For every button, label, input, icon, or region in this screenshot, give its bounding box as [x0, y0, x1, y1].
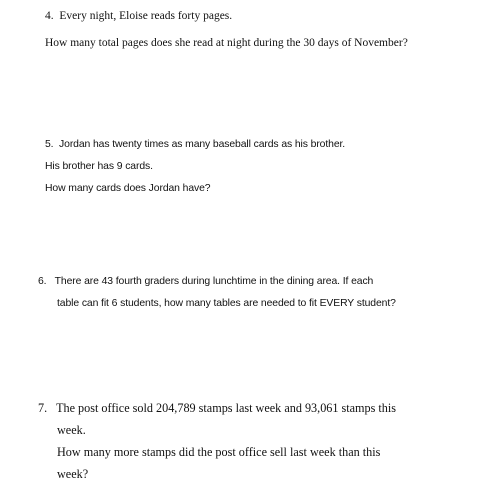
- question-5-line-1: [45, 138, 345, 152]
- question-7-line-2: [57, 423, 86, 437]
- question-4-line-1: [45, 9, 232, 23]
- question-5-text-2: His brother has 9 cards.: [45, 161, 153, 172]
- question-7-text-2: week.: [57, 423, 86, 437]
- question-4-text-1: Every night, Eloise reads forty pages.: [59, 10, 233, 22]
- question-7-line-1: [38, 401, 396, 415]
- question-7-line-3: [57, 445, 380, 459]
- question-6-line-2: [57, 297, 396, 311]
- question-6-number: 6.: [38, 276, 47, 287]
- question-5-text-3: How many cards does Jordan have?: [45, 183, 211, 194]
- question-6-text-1: There are 43 fourth graders during lunchtime in the dining area. If each: [54, 276, 374, 287]
- question-6-text-2: table can fit 6 students, how many tables are needed to fit EVERY student?: [57, 298, 396, 309]
- question-4-line-2: [45, 36, 408, 50]
- question-7-number: 7.: [38, 401, 48, 415]
- question-7-text-4: week?: [57, 467, 89, 481]
- question-4-text-2: How many total pages does she read at night during the 30 days of November?: [45, 37, 408, 49]
- question-5-line-3: [45, 182, 210, 196]
- question-7-text-1: The post office sold 204,789 stamps last week and 93,061 stamps this: [56, 401, 397, 415]
- question-5-number: 5.: [45, 139, 54, 150]
- question-5-text-1: Jordan has twenty times as many baseball cards as his brother.: [59, 139, 346, 150]
- question-7-text-3: How many more stamps did the post office sell last week than this: [57, 445, 381, 459]
- question-7-line-4: [57, 467, 88, 481]
- question-4-number: 4.: [45, 10, 54, 22]
- question-6-line-1: [38, 275, 373, 289]
- question-5-line-2: [45, 160, 153, 174]
